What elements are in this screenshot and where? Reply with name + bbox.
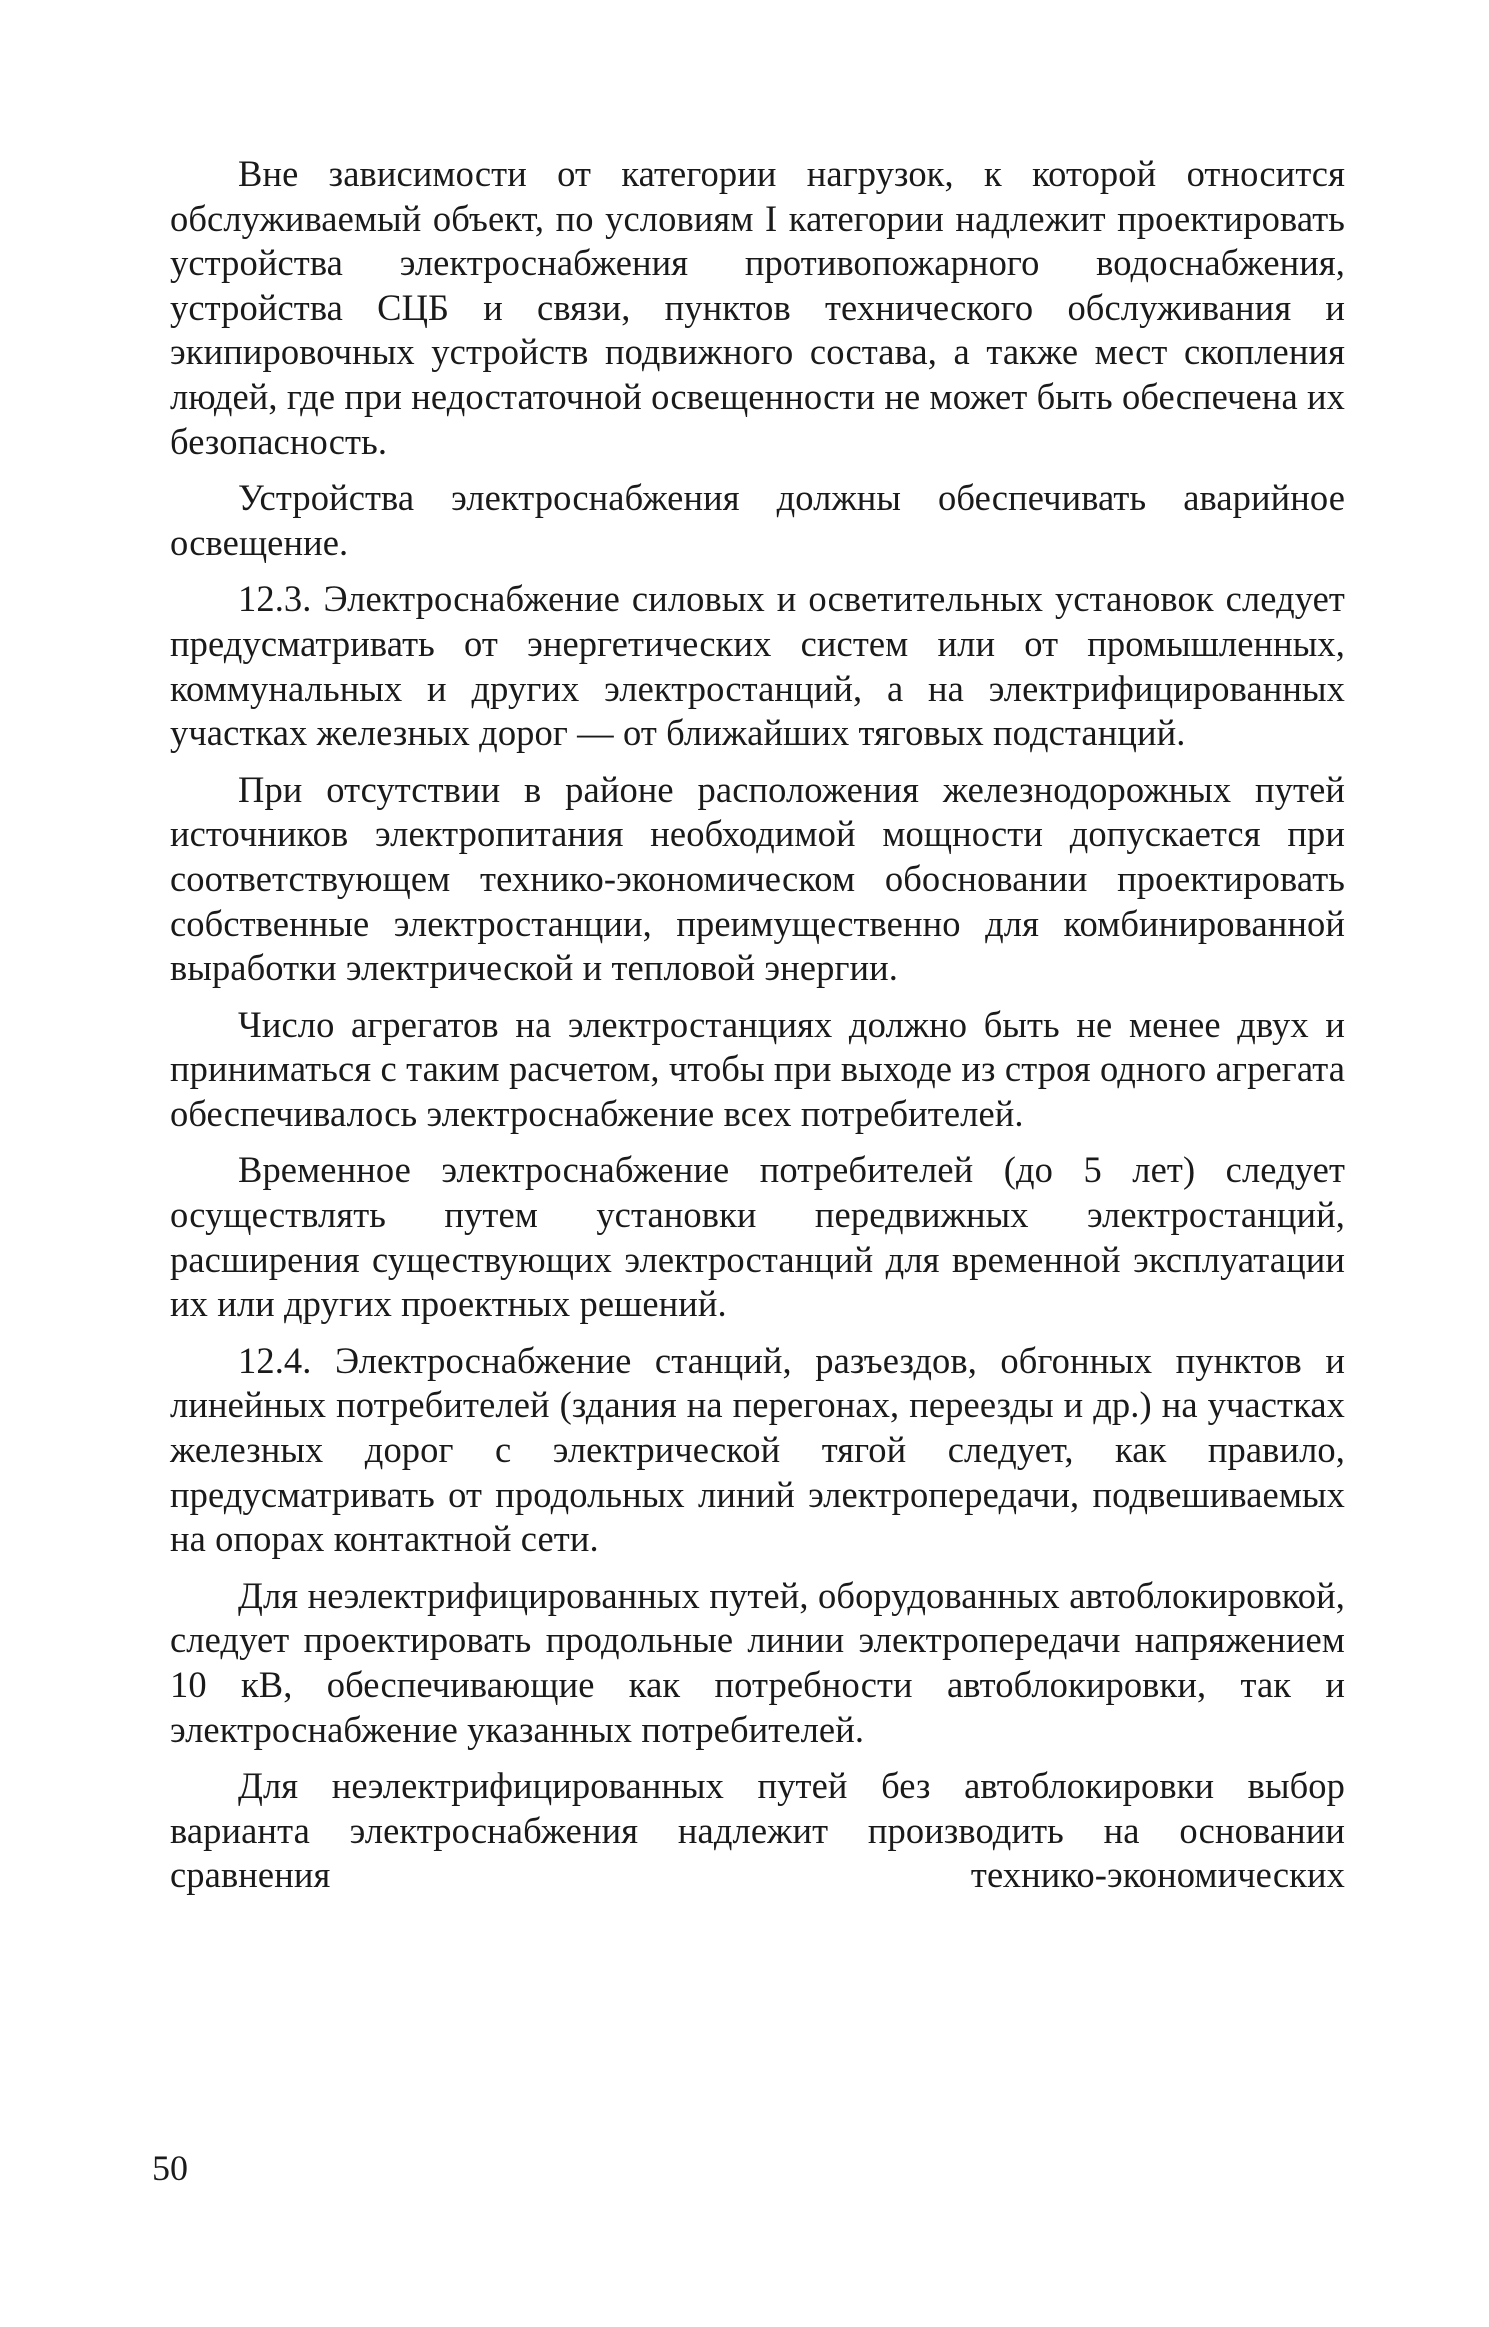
paragraph: 12.4. Электроснабжение станций, разъездов, обгонных пунктов и линейных потребителей (здания на перегонах, переезды и др.) на участках железных дорог с электрической тягой следует, как правило, предусматривать от продольных линий электропередачи, подвешиваемых на опорах контактной сети. (170, 1339, 1345, 1560)
paragraph: При отсутствии в районе расположения железнодорожных путей источников электропитания необходимой мощности допускается при соответствующем технико-экономическом обосновании проектировать собственные электростанции, преимущественно для комбинированной выработки электрической и тепловой энергии. (170, 768, 1345, 989)
page-number: 50 (152, 2148, 188, 2188)
paragraph: Для неэлектрифицированных путей, оборудованных автоблокировкой, следует проектировать продольные линии электропередачи напряжением 10 кВ, обеспечивающие как потребности автоблокировки, так и электроснабжение указанных потребителей. (170, 1574, 1345, 1750)
paragraph: Устройства электроснабжения должны обеспечивать аварийное освещение. (170, 477, 1345, 563)
paragraph: Число агрегатов на электростанциях должно быть не менее двух и приниматься с таким расчетом, чтобы при выходе из строя одного агрегата обеспечивалось электроснабжение всех потребителей. (170, 1003, 1345, 1134)
body-text (170, 152, 1345, 1898)
paragraph: Для неэлектрифицированных путей без автоблокировки выбор варианта электроснабжения надлежит производить на основании сравнения технико-экономических (170, 1765, 1345, 1896)
paragraph: 12.3. Электроснабжение силовых и осветительных установок следует предусматривать от энергетических систем или от промышленных, коммунальных и других электростанций, а на электрифицированных участках железных дорог — от ближайших тяговых подстанций. (170, 578, 1345, 754)
paragraph: Вне зависимости от категории нагрузок, к которой относится обслуживаемый объект, по условиям I категории надлежит проектировать устройства электроснабжения противопожарного водоснабжения, устройства СЦБ и связи, пунктов технического обслуживания и экипировочных устройств подвижного состава, а также мест скопления людей, где при недостаточной освещенности не может быть обеспечена их безопасность. (170, 153, 1345, 462)
paragraph: Временное электроснабжение потребителей (до 5 лет) следует осуществлять путем установки передвижных электростанций, расширения существующих электростанций для временной эксплуатации их или других проектных решений. (170, 1149, 1345, 1325)
